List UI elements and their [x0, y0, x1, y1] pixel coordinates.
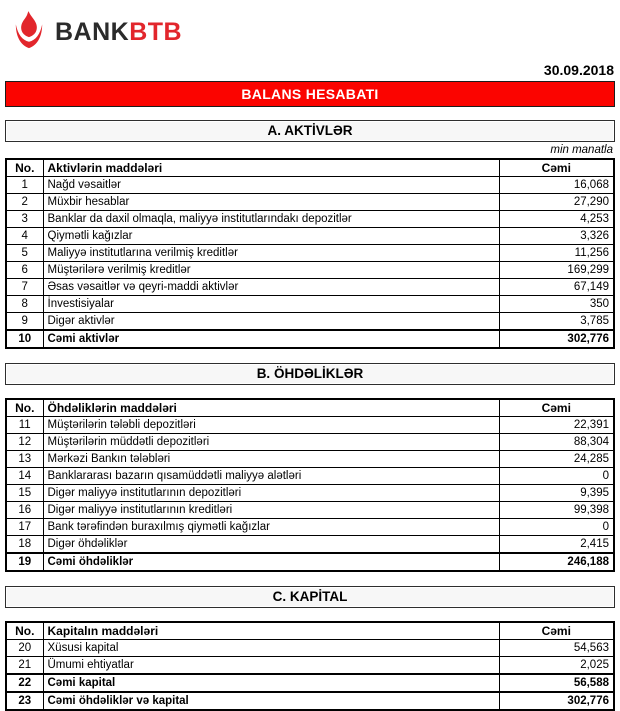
table-row [6, 434, 614, 451]
row-number: 21 [6, 657, 43, 675]
row-label: Cəmi aktivlər [43, 330, 499, 348]
table-row [6, 228, 614, 245]
row-number: 7 [6, 279, 43, 296]
table-header-row [6, 622, 614, 640]
row-label: Cəmi kapital [43, 674, 499, 692]
row-value: 22,391 [499, 417, 614, 434]
column-header-no: No. [6, 622, 43, 640]
table-row [6, 640, 614, 657]
row-label: Xüsusi kapital [43, 640, 499, 657]
column-header-items: Öhdəliklərin maddələri [43, 399, 499, 417]
section-title: C. KAPİTAL [5, 586, 615, 608]
logo-bank-word: BANK [55, 17, 130, 46]
bank-logo [5, 8, 615, 56]
row-value: 302,776 [499, 330, 614, 348]
table-header-row [6, 399, 614, 417]
row-label: Cəmi öhdəliklər [43, 553, 499, 571]
column-header-total: Cəmi [499, 399, 614, 417]
row-number: 8 [6, 296, 43, 313]
table-row [6, 211, 614, 228]
row-number: 20 [6, 640, 43, 657]
row-label: Müştərilərin tələbli depozitləri [43, 417, 499, 434]
logo-btb-word: BTB [129, 17, 183, 46]
row-label: Müxbir hesablar [43, 194, 499, 211]
row-label: Digər öhdəliklər [43, 536, 499, 554]
table-row [6, 468, 614, 485]
section-title: A. AKTİVLƏR [5, 120, 615, 142]
row-number: 19 [6, 553, 43, 571]
row-value: 3,785 [499, 313, 614, 331]
row-number: 5 [6, 245, 43, 262]
column-header-total: Cəmi [499, 159, 614, 177]
row-number: 6 [6, 262, 43, 279]
row-number: 4 [6, 228, 43, 245]
row-number: 12 [6, 434, 43, 451]
row-label: Banklar da daxil olmaqla, maliyyə institutlarındakı depozitlər [43, 211, 499, 228]
row-value: 302,776 [499, 692, 614, 710]
table-row [6, 502, 614, 519]
row-value: 16,068 [499, 177, 614, 194]
row-label: Banklararası bazarın qısamüddətli maliyyə alətləri [43, 468, 499, 485]
row-label: İnvestisiyalar [43, 296, 499, 313]
row-number: 1 [6, 177, 43, 194]
table-row [6, 313, 614, 331]
row-number: 23 [6, 692, 43, 710]
row-value: 3,326 [499, 228, 614, 245]
row-value: 350 [499, 296, 614, 313]
unit-note: min manatla [550, 144, 613, 156]
table-row [6, 657, 614, 675]
table-row [6, 485, 614, 502]
table-row [6, 417, 614, 434]
row-value: 54,563 [499, 640, 614, 657]
column-header-items: Kapitalın maddələri [43, 622, 499, 640]
row-label: Qiymətli kağızlar [43, 228, 499, 245]
row-number: 2 [6, 194, 43, 211]
row-number: 9 [6, 313, 43, 331]
table-row [6, 451, 614, 468]
column-header-no: No. [6, 399, 43, 417]
row-value: 27,290 [499, 194, 614, 211]
row-number: 10 [6, 330, 43, 348]
report-title-banner: BALANS HESABATI [5, 81, 615, 107]
row-label: Maliyyə institutlarına verilmiş kreditlər [43, 245, 499, 262]
table-row [6, 177, 614, 194]
row-value: 88,304 [499, 434, 614, 451]
row-label: Müştərilərə verilmiş kreditlər [43, 262, 499, 279]
row-value: 2,025 [499, 657, 614, 675]
balance-table [5, 621, 615, 711]
row-value: 4,253 [499, 211, 614, 228]
row-number: 16 [6, 502, 43, 519]
row-value: 56,588 [499, 674, 614, 692]
row-label: Cəmi öhdəliklər və kapital [43, 692, 499, 710]
row-value: 0 [499, 468, 614, 485]
row-label: Müştərilərin müddətli depozitləri [43, 434, 499, 451]
column-header-items: Aktivlərin maddələri [43, 159, 499, 177]
row-number: 22 [6, 674, 43, 692]
row-value: 67,149 [499, 279, 614, 296]
table-row [6, 262, 614, 279]
table-row [6, 245, 614, 262]
section-title: B. ÖHDƏLİKLƏR [5, 363, 615, 385]
table-row [6, 330, 614, 348]
section-spacer [5, 385, 615, 398]
table-row [6, 194, 614, 211]
balance-table [5, 158, 615, 349]
table-row [6, 536, 614, 554]
row-value: 24,285 [499, 451, 614, 468]
row-number: 14 [6, 468, 43, 485]
row-label: Digər maliyyə institutlarının depozitləri [43, 485, 499, 502]
row-number: 11 [6, 417, 43, 434]
table-header-row [6, 159, 614, 177]
row-value: 9,395 [499, 485, 614, 502]
bank-logo-text [55, 17, 183, 46]
table-row [6, 692, 614, 710]
row-number: 18 [6, 536, 43, 554]
flame-icon [12, 10, 46, 54]
row-label: Digər aktivlər [43, 313, 499, 331]
row-number: 17 [6, 519, 43, 536]
sections-container [5, 120, 615, 711]
row-label: Əsas vəsaitlər və qeyri-maddi aktivlər [43, 279, 499, 296]
column-header-no: No. [6, 159, 43, 177]
row-label: Ümumi ehtiyatlar [43, 657, 499, 675]
table-row [6, 674, 614, 692]
row-number: 3 [6, 211, 43, 228]
table-row [6, 279, 614, 296]
balance-table [5, 398, 615, 572]
row-number: 13 [6, 451, 43, 468]
row-label: Nağd vəsaitlər [43, 177, 499, 194]
row-value: 0 [499, 519, 614, 536]
section-spacer [5, 608, 615, 621]
row-label: Mərkəzi Bankın tələbləri [43, 451, 499, 468]
row-label: Digər maliyyə institutlarının kreditləri [43, 502, 499, 519]
row-value: 2,415 [499, 536, 614, 554]
row-value: 246,188 [499, 553, 614, 571]
column-header-total: Cəmi [499, 622, 614, 640]
row-number: 15 [6, 485, 43, 502]
row-value: 11,256 [499, 245, 614, 262]
row-label: Bank tərəfindən buraxılmış qiymətli kağızlar [43, 519, 499, 536]
row-value: 99,398 [499, 502, 614, 519]
row-value: 169,299 [499, 262, 614, 279]
table-row [6, 519, 614, 536]
table-row [6, 553, 614, 571]
report-date: 30.09.2018 [543, 62, 614, 78]
table-row [6, 296, 614, 313]
